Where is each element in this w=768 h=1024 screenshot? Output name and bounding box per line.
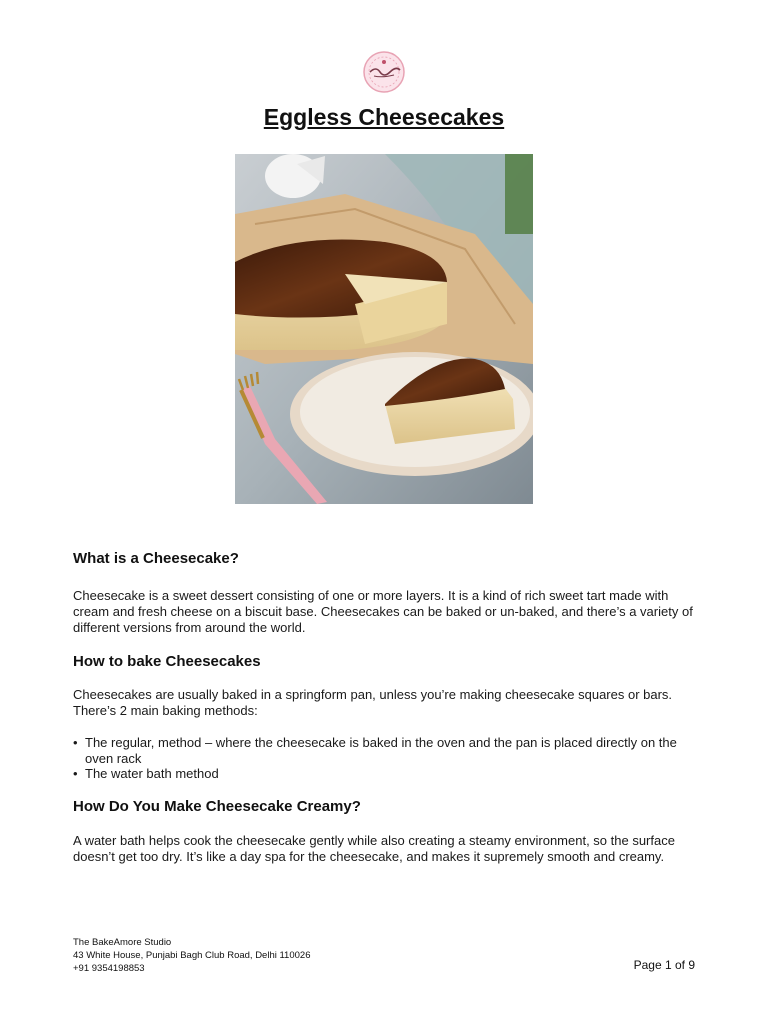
section-heading-creamy: How Do You Make Cheesecake Creamy? bbox=[73, 798, 361, 815]
page-number: Page 1 of 9 bbox=[633, 958, 695, 972]
baking-methods-list bbox=[73, 735, 701, 782]
cheesecake-photo bbox=[235, 154, 533, 504]
section-body-what-is: Cheesecake is a sweet dessert consisting of one or more layers. It is a kind of rich sweet tart made with cream and fresh cheese on a biscuit base. Cheesecakes can be baked or un-baked, and there’s a variety of different versions from around the world. bbox=[73, 588, 693, 635]
section-body-how-to-bake: Cheesecakes are usually baked in a springform pan, unless you’re making cheesecake squares or bars. There’s 2 main baking methods: bbox=[73, 687, 673, 718]
bakeamore-logo bbox=[352, 50, 416, 94]
footer-phone: +91 9354198853 bbox=[73, 963, 145, 974]
footer-name: The BakeAmore Studio bbox=[73, 937, 172, 948]
section-body-creamy: A water bath helps cook the cheesecake gently while also creating a steamy environment, so the surface doesn’t get too dry. It’s like a day spa for the cheesecake, and makes it supremely smooth and creamy. bbox=[73, 833, 675, 864]
section-heading-how-to-bake: How to bake Cheesecakes bbox=[73, 653, 261, 670]
list-item: • The regular, method – where the cheesecake is baked in the oven and the pan is placed directly on the oven rack bbox=[73, 735, 701, 766]
page-title: Eggless Cheesecakes bbox=[263, 104, 505, 130]
footer-address: 43 White House, Punjabi Bagh Club Road, Delhi 110026 bbox=[73, 950, 311, 961]
section-heading-what-is: What is a Cheesecake? bbox=[73, 550, 239, 567]
footer-contact bbox=[73, 936, 310, 975]
list-item: • The water bath method bbox=[73, 766, 701, 782]
